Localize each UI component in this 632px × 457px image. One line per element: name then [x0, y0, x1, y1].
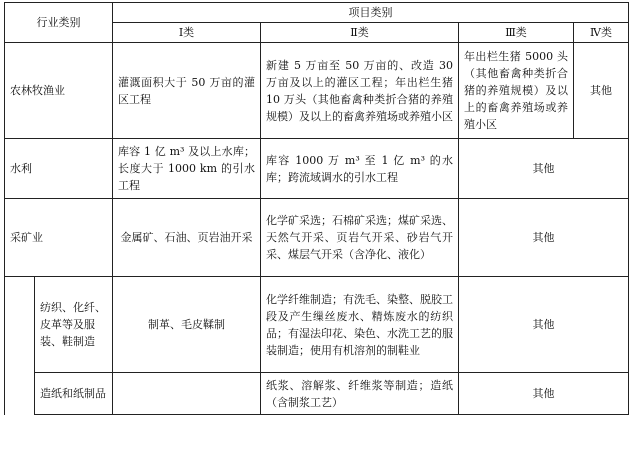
table-row [5, 139, 629, 199]
class-1-cell: 金属矿、石油、页岩油开采 [113, 199, 261, 277]
header-project-category: 项目类别 [113, 3, 629, 23]
table-row [5, 43, 629, 139]
class-1-cell [113, 373, 261, 415]
industry-cell: 纺织、化纤、皮革等及服装、鞋制造 [35, 277, 113, 373]
class-1-cell: 库容 1 亿 m³ 及以上水库；长度大于 1000 km 的引水工程 [113, 139, 261, 199]
class-3-4-cell: 其他 [459, 139, 629, 199]
class-2-cell: 新建 5 万亩至 50 万亩的、改造 30 万亩及以上的灌区工程；年出栏生猪 10 万头（其他畜禽种类折合猪的养殖规模）及以上的畜禽养殖场或养殖小区 [261, 43, 459, 139]
table-row [5, 277, 629, 373]
class-3-cell: 年出栏生猪 5000 头（其他畜禽种类折合猪的养殖规模）及以上的畜禽养殖场或养殖小区 [459, 43, 574, 139]
class-2-cell: 化学矿采选；石棉矿采选；煤矿采选、天然气开采、页岩气开采、砂岩气开采、煤层气开采（含净化、液化） [261, 199, 459, 277]
class-2-cell: 化学纤维制造；有洗毛、染整、脱胶工段及产生缫丝废水、精炼废水的纺织品；有湿法印花、染色、水洗工艺的服装制造；使用有机溶剂的制鞋业 [261, 277, 459, 373]
class-2-cell: 库容 1000 万 m³ 至 1 亿 m³ 的水库；跨流域调水的引水工程 [261, 139, 459, 199]
class-3-4-cell: 其他 [459, 277, 629, 373]
class-1-cell: 制革、毛皮鞣制 [113, 277, 261, 373]
header-class-4: Ⅳ类 [574, 23, 629, 43]
table-row [5, 373, 629, 415]
header-class-2: Ⅱ类 [261, 23, 459, 43]
industry-cell: 农林牧渔业 [5, 43, 113, 139]
class-4-cell: 其他 [574, 43, 629, 139]
header-class-3: Ⅲ类 [459, 23, 574, 43]
class-3-4-cell: 其他 [459, 373, 629, 415]
class-2-cell: 纸浆、溶解浆、纤维浆等制造；造纸（含制浆工艺） [261, 373, 459, 415]
table-row [5, 199, 629, 277]
class-3-4-cell: 其他 [459, 199, 629, 277]
project-category-table [4, 2, 629, 415]
industry-cell: 水利 [5, 139, 113, 199]
industry-cell: 造纸和纸制品 [35, 373, 113, 415]
group-spacer-cell [5, 277, 35, 415]
header-class-1: Ⅰ类 [113, 23, 261, 43]
class-1-cell: 灌溉面积大于 50 万亩的灌区工程 [113, 43, 261, 139]
industry-cell: 采矿业 [5, 199, 113, 277]
header-industry: 行业类别 [5, 3, 113, 43]
